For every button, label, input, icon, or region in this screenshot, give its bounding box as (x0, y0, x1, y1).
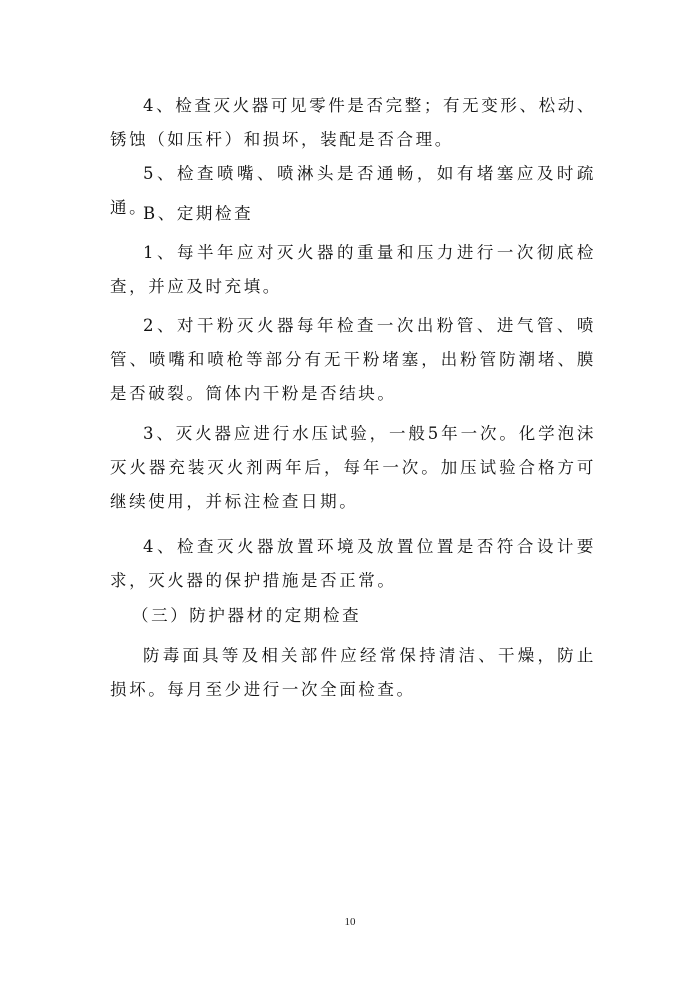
paragraph-inspect-nozzles: 5、检查喷嘴、喷淋头是否通畅，如有堵塞应及时疏通。 (110, 164, 596, 217)
paragraph-dry-powder-check: 2、对干粉灭火器每年检查一次出粉管、进气管、喷管、喷嘴和喷枪等部分有无干粉堵塞，出粉管防潮堵、膜是否破裂。筒体内干粉是否结块。 (110, 316, 596, 403)
paragraph-semiannual-check: 1、每半年应对灭火器的重量和压力进行一次彻底检查，并应及时充填。 (110, 243, 596, 296)
page-number: 10 (344, 916, 356, 928)
section-heading-protective-equipment: （三）防护器材的定期检查 (132, 606, 362, 625)
paragraph-inspect-visible-parts: 4、检查灭火器可见零件是否完整；有无变形、松动、锈蚀（如压杆）和损坏，装配是否合理。 (110, 96, 596, 149)
paragraph-placement-check: 4、检查灭火器放置环境及放置位置是否符合设计要求，灭火器的保护措施是否正常。 (110, 537, 596, 590)
paragraph-hydrostatic-test: 3、灭火器应进行水压试验，一般5年一次。化学泡沫灭火器充装灭火剂两年后，每年一次。加压试验合格方可继续使用，并标注检查日期。 (110, 424, 596, 511)
paragraph-gas-mask-check: 防毒面具等及相关部件应经常保持清洁、干燥，防止损坏。每月至少进行一次全面检查。 (110, 646, 596, 699)
section-heading-periodic-inspection: B、定期检查 (143, 204, 254, 223)
